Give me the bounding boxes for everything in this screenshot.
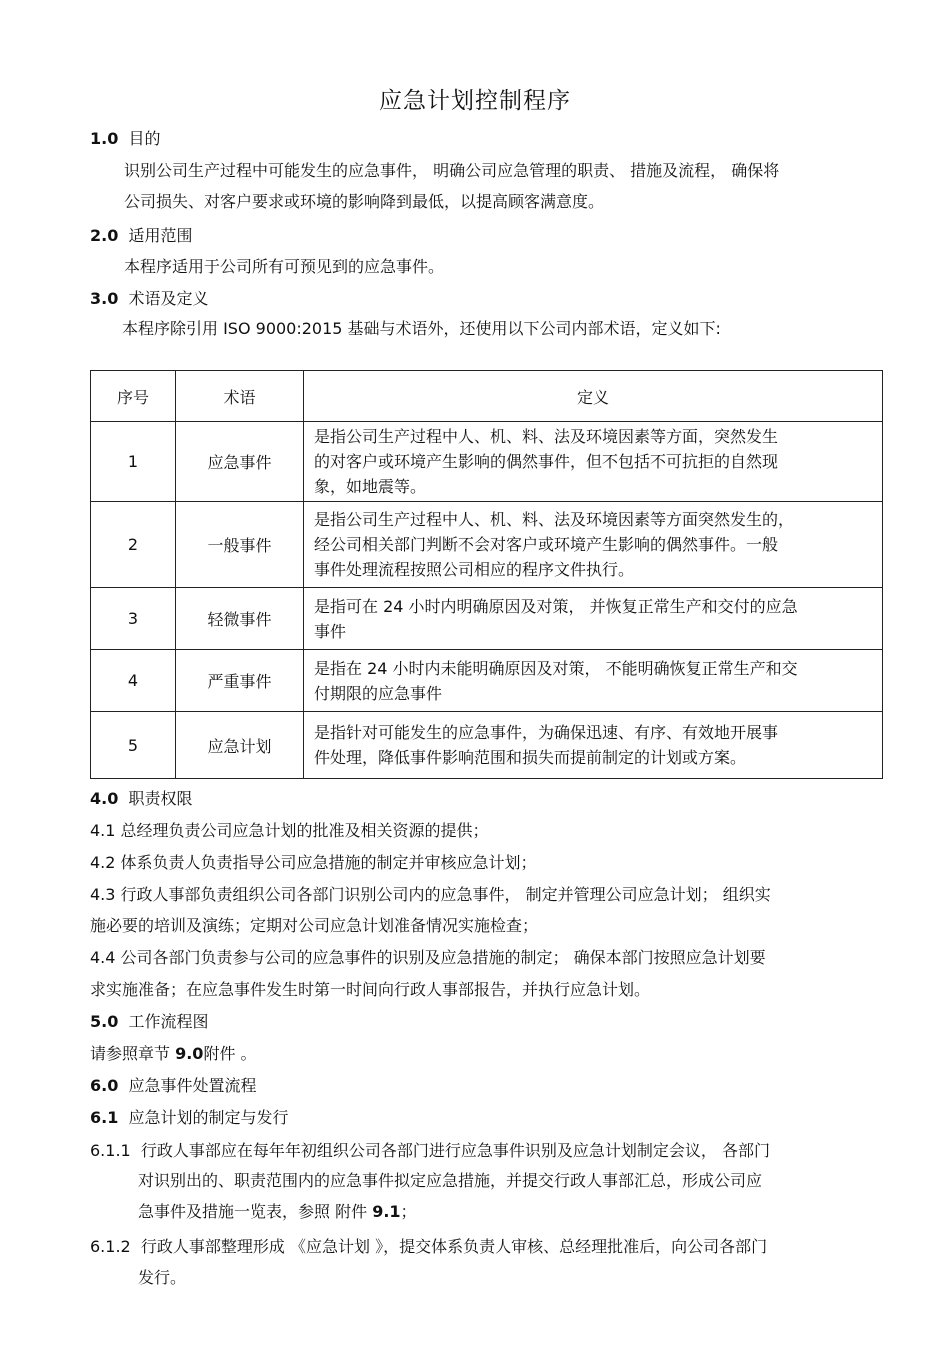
- paragraph: [90, 1043, 257, 1065]
- list-item-continued: 施必要的培训及演练；定期对公司应急计划准备情况实施检查；: [90, 916, 539, 935]
- column-header: 序号: [91, 371, 176, 422]
- text: 行政人事部整理形成 《应急计划 》，提交体系负责人审核、总经理批准后，向公司各部门: [140, 1237, 768, 1256]
- definition-line: 事件: [314, 621, 347, 641]
- section-5-heading: [90, 1011, 209, 1033]
- row-number: 5: [91, 712, 176, 779]
- row-term: 严重事件: [176, 650, 304, 712]
- table-row: [91, 588, 883, 650]
- column-header: 定义: [304, 371, 883, 422]
- row-definition: [304, 650, 883, 712]
- paragraph-continued: 对识别出的、职责范围内的应急事件拟定应急措施，并提交行政人事部汇总，形成公司应: [138, 1171, 763, 1190]
- list-item: 4.2 体系负责人负责指导公司应急措施的制定并审核应急计划；: [90, 853, 537, 872]
- paragraph: 本程序除引用 ISO 9000:2015 基础与术语外，还使用以下公司内部术语，定义如下:: [122, 319, 721, 338]
- section-3-heading: [90, 288, 209, 310]
- row-definition: [304, 588, 883, 650]
- section-2-heading: [90, 225, 193, 247]
- definition-line: 象，如地震等。: [314, 477, 427, 496]
- section-reference: 9.0: [175, 1044, 204, 1063]
- section-number: 6.1.1: [90, 1141, 131, 1160]
- section-number: 2.0: [90, 226, 119, 245]
- definition-line: 是指可在 24 小时内明确原因及对策， 并恢复正常生产和交付的应急: [314, 596, 798, 616]
- definitions-table: [90, 370, 883, 779]
- paragraph: 本程序适用于公司所有可预见到的应急事件。: [124, 257, 445, 276]
- row-definition: [304, 502, 883, 588]
- section-6-heading: [90, 1075, 257, 1097]
- table-row: [91, 422, 883, 502]
- list-item: 4.4 公司各部门负责参与公司的应急事件的识别及应急措施的制定； 确保本部门按照应急计划要: [90, 948, 766, 967]
- list-item: 4.3 行政人事部负责组织公司各部门识别公司内的应急事件， 制定并管理公司应急计划； 组织实: [90, 885, 771, 904]
- section-title: 工作流程图: [128, 1012, 209, 1031]
- section-number: 3.0: [90, 289, 119, 308]
- section-title: 术语及定义: [128, 289, 209, 308]
- row-term: 应急事件: [176, 422, 304, 502]
- table-row: [91, 650, 883, 712]
- section-number: 6.0: [90, 1076, 119, 1095]
- section-title: 应急计划的制定与发行: [128, 1108, 289, 1127]
- section-4-heading: [90, 788, 193, 810]
- list-item: 4.1 总经理负责公司应急计划的批准及相关资源的提供；: [90, 821, 489, 840]
- section-number: 6.1: [90, 1108, 119, 1127]
- text: 附件 。: [203, 1044, 257, 1063]
- text: 急事件及措施一览表，参照 附件: [138, 1202, 373, 1221]
- paragraph: 识别公司生产过程中可能发生的应急事件， 明确公司应急管理的职责、 措施及流程， 确保将: [124, 161, 780, 180]
- row-definition: [304, 422, 883, 502]
- section-1-heading: [90, 128, 161, 150]
- document-title: 应急计划控制程序: [379, 88, 571, 114]
- column-header: 术语: [176, 371, 304, 422]
- definition-line: 件处理，降低事件影响范围和损失而提前制定的计划或方案。: [314, 748, 747, 767]
- text: 行政人事部应在每年年初组织公司各部门进行应急事件识别及应急计划制定会议， 各部门: [140, 1141, 770, 1160]
- row-definition: [304, 712, 883, 779]
- table-row: [91, 502, 883, 588]
- section-title: 职责权限: [128, 789, 193, 808]
- row-number: 3: [91, 588, 176, 650]
- definition-line: 是指针对可能发生的应急事件，为确保迅速、有序、有效地开展事: [314, 723, 779, 742]
- definition-line: 是指公司生产过程中人、机、料、法及环境因素等方面，突然发生: [314, 427, 779, 446]
- table-header-row: [91, 371, 883, 422]
- subsection-6-1-1: [90, 1140, 770, 1162]
- row-number: 4: [91, 650, 176, 712]
- definition-line: 付期限的应急事件: [314, 683, 443, 703]
- row-number: 2: [91, 502, 176, 588]
- row-term: 一般事件: [176, 502, 304, 588]
- section-title: 应急事件处置流程: [128, 1076, 257, 1095]
- text: ；: [400, 1202, 417, 1221]
- section-number: 5.0: [90, 1012, 119, 1031]
- section-reference: 9.1: [372, 1202, 401, 1221]
- paragraph-continued: 发行。: [138, 1268, 187, 1287]
- definition-line: 的对客户或环境产生影响的偶然事件，但不包括不可抗拒的自然现: [314, 452, 779, 471]
- subsection-6-1-heading: [90, 1107, 289, 1129]
- table-row: [91, 712, 883, 779]
- definition-line: 经公司相关部门判断不会对客户或环境产生影响的偶然事件。一般: [314, 535, 779, 554]
- definition-line: 事件处理流程按照公司相应的程序文件执行。: [314, 560, 635, 579]
- section-title: 目的: [128, 129, 161, 148]
- section-title: 适用范围: [128, 226, 193, 245]
- list-item-continued: 求实施准备；在应急事件发生时第一时间向行政人事部报告，并执行应急计划。: [90, 980, 651, 999]
- paragraph-continued: [138, 1201, 417, 1223]
- section-number: 6.1.2: [90, 1237, 131, 1256]
- section-number: 4.0: [90, 789, 119, 808]
- section-number: 1.0: [90, 129, 119, 148]
- paragraph: 公司损失、对客户要求或环境的影响降到最低，以提高顾客满意度。: [124, 192, 605, 211]
- text: 请参照章节: [90, 1044, 176, 1063]
- row-term: 应急计划: [176, 712, 304, 779]
- row-term: 轻微事件: [176, 588, 304, 650]
- subsection-6-1-2: [90, 1236, 767, 1258]
- row-number: 1: [91, 422, 176, 502]
- definition-line: 是指在 24 小时内未能明确原因及对策， 不能明确恢复正常生产和交: [314, 658, 798, 678]
- definition-line: 是指公司生产过程中人、机、料、法及环境因素等方面突然发生的，: [314, 510, 795, 529]
